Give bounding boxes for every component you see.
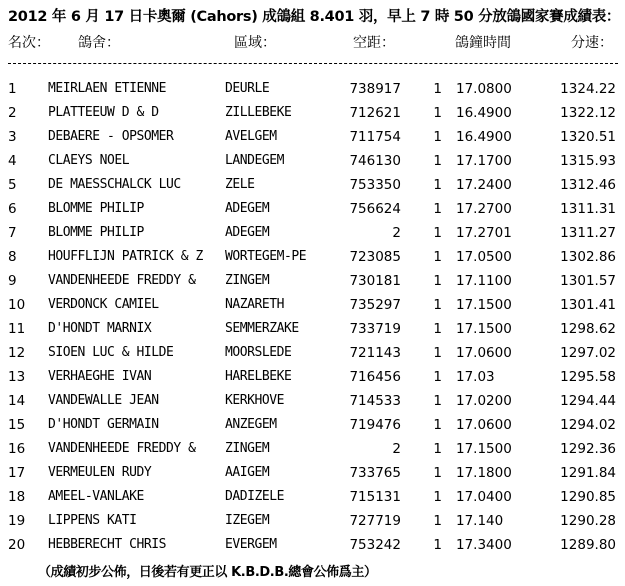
cell-count: 1 [433, 321, 442, 337]
cell-rank: 3 [8, 129, 17, 145]
cell-clock-time: 17.140 [456, 513, 504, 529]
cell-rank: 11 [8, 321, 26, 337]
cell-count: 1 [433, 225, 442, 241]
table-row [0, 486, 625, 510]
table-header [0, 32, 625, 52]
cell-distance: 733765 [349, 465, 401, 481]
cell-distance: 753242 [349, 537, 401, 553]
cell-rank: 9 [8, 273, 17, 289]
cell-loft-name: VERDONCK CAMIEL [48, 297, 159, 312]
table-row [0, 390, 625, 414]
table-row [0, 318, 625, 342]
cell-count: 1 [433, 129, 442, 145]
cell-loft-name: AMEEL-VANLAKE [48, 489, 144, 504]
table-row [0, 222, 625, 246]
cell-count: 1 [433, 537, 442, 553]
table-row [0, 126, 625, 150]
cell-rank: 19 [8, 513, 26, 529]
table-row [0, 102, 625, 126]
cell-rank: 1 [8, 81, 17, 97]
cell-count: 1 [433, 249, 442, 265]
cell-location: EVERGEM [225, 537, 277, 552]
table-row [0, 78, 625, 102]
cell-loft-name: D'HONDT MARNIX [48, 321, 152, 336]
cell-location: ZINGEM [225, 273, 270, 288]
cell-rank: 4 [8, 153, 17, 169]
cell-speed: 1302.86 [560, 249, 616, 265]
cell-speed: 1291.84 [560, 465, 616, 481]
cell-speed: 1295.58 [560, 369, 616, 385]
header-rank: 名次： [8, 35, 50, 51]
cell-distance: 738917 [349, 81, 401, 97]
cell-count: 1 [433, 297, 442, 313]
cell-speed: 1289.80 [560, 537, 616, 553]
table-row [0, 462, 625, 486]
cell-clock-time: 17.2701 [456, 225, 512, 241]
cell-loft-name: VANDEWALLE JEAN [48, 393, 159, 408]
cell-clock-time: 17.0600 [456, 417, 512, 433]
cell-loft-name: LIPPENS KATI [48, 513, 137, 528]
cell-distance: 733719 [349, 321, 401, 337]
cell-loft-name: VERMEULEN RUDY [48, 465, 152, 480]
cell-speed: 1312.46 [560, 177, 616, 193]
cell-count: 1 [433, 441, 442, 457]
cell-distance: 719476 [349, 417, 401, 433]
cell-location: DADIZELE [225, 489, 285, 504]
cell-count: 1 [433, 513, 442, 529]
cell-loft-name: BLOMME PHILIP [48, 225, 144, 240]
cell-location: ZINGEM [225, 441, 270, 456]
cell-speed: 1301.41 [560, 297, 616, 313]
cell-speed: 1290.85 [560, 489, 616, 505]
cell-location: HARELBEKE [225, 369, 292, 384]
results-table [0, 78, 625, 558]
page-title: 2012 年 6 月 17 日卡奧爾 (Cahors) 成鴿組 8.401 羽，早上 7 時 50 分放鴿國家賽成績表： [8, 9, 621, 25]
cell-clock-time: 17.1500 [456, 321, 512, 337]
table-row [0, 198, 625, 222]
cell-distance: 712621 [349, 105, 401, 121]
cell-distance: 730181 [349, 273, 401, 289]
cell-distance: 721143 [349, 345, 401, 361]
table-row [0, 534, 625, 558]
table-row [0, 366, 625, 390]
cell-clock-time: 17.2700 [456, 201, 512, 217]
cell-count: 1 [433, 273, 442, 289]
cell-speed: 1294.44 [560, 393, 616, 409]
cell-clock-time: 17.1500 [456, 441, 512, 457]
cell-clock-time: 17.0500 [456, 249, 512, 265]
cell-clock-time: 17.1800 [456, 465, 512, 481]
cell-speed: 1311.27 [560, 225, 616, 241]
header-distance: 空距： [353, 35, 395, 51]
cell-clock-time: 16.4900 [456, 105, 512, 121]
cell-speed: 1290.28 [560, 513, 616, 529]
cell-speed: 1315.93 [560, 153, 616, 169]
cell-location: ADEGEM [225, 225, 270, 240]
table-row [0, 174, 625, 198]
cell-count: 1 [433, 417, 442, 433]
cell-count: 1 [433, 105, 442, 121]
cell-clock-time: 17.3400 [456, 537, 512, 553]
cell-count: 1 [433, 465, 442, 481]
cell-clock-time: 17.03 [456, 369, 495, 385]
cell-clock-time: 17.2400 [456, 177, 512, 193]
cell-distance: 2 [392, 225, 401, 241]
header-location: 區域： [234, 35, 276, 51]
cell-rank: 18 [8, 489, 26, 505]
cell-loft-name: CLAEYS NOEL [48, 153, 130, 168]
cell-speed: 1298.62 [560, 321, 616, 337]
cell-count: 1 [433, 393, 442, 409]
cell-loft-name: VANDENHEEDE FREDDY & [48, 441, 196, 456]
cell-speed: 1324.22 [560, 81, 616, 97]
table-row [0, 438, 625, 462]
cell-rank: 15 [8, 417, 26, 433]
cell-count: 1 [433, 153, 442, 169]
footer-note: （成績初步公佈，日後若有更正以 K.B.D.B.總會公佈爲主） [38, 565, 377, 580]
table-row [0, 342, 625, 366]
cell-distance: 716456 [349, 369, 401, 385]
cell-distance: 2 [392, 441, 401, 457]
table-row [0, 246, 625, 270]
cell-clock-time: 17.1700 [456, 153, 512, 169]
cell-clock-time: 17.0200 [456, 393, 512, 409]
cell-location: AVELGEM [225, 129, 277, 144]
table-row [0, 150, 625, 174]
cell-location: LANDEGEM [225, 153, 285, 168]
cell-distance: 723085 [349, 249, 401, 265]
cell-rank: 14 [8, 393, 26, 409]
cell-clock-time: 17.1100 [456, 273, 512, 289]
cell-rank: 17 [8, 465, 26, 481]
cell-location: DEURLE [225, 81, 270, 96]
cell-distance: 727719 [349, 513, 401, 529]
header-name: 鴿舍： [78, 35, 120, 51]
cell-clock-time: 17.0600 [456, 345, 512, 361]
cell-location: SEMMERZAKE [225, 321, 299, 336]
cell-distance: 735297 [349, 297, 401, 313]
cell-rank: 16 [8, 441, 26, 457]
cell-speed: 1320.51 [560, 129, 616, 145]
cell-loft-name: DEBAERE - OPSOMER [48, 129, 174, 144]
cell-distance: 756624 [349, 201, 401, 217]
cell-speed: 1292.36 [560, 441, 616, 457]
cell-distance: 711754 [349, 129, 401, 145]
table-row [0, 414, 625, 438]
cell-location: NAZARETH [225, 297, 285, 312]
cell-loft-name: VANDENHEEDE FREDDY & [48, 273, 196, 288]
cell-count: 1 [433, 345, 442, 361]
cell-location: WORTEGEM-PE [225, 249, 307, 264]
cell-clock-time: 17.1500 [456, 297, 512, 313]
cell-speed: 1301.57 [560, 273, 616, 289]
cell-rank: 8 [8, 249, 17, 265]
cell-speed: 1311.31 [560, 201, 616, 217]
cell-distance: 746130 [349, 153, 401, 169]
header-speed: 分速： [571, 35, 613, 51]
cell-loft-name: SIOEN LUC & HILDE [48, 345, 174, 360]
cell-count: 1 [433, 201, 442, 217]
cell-rank: 6 [8, 201, 17, 217]
cell-count: 1 [433, 369, 442, 385]
cell-location: ANZEGEM [225, 417, 277, 432]
cell-distance: 714533 [349, 393, 401, 409]
cell-loft-name: MEIRLAEN ETIENNE [48, 81, 167, 96]
cell-rank: 7 [8, 225, 17, 241]
cell-location: AAIGEM [225, 465, 270, 480]
table-row [0, 270, 625, 294]
table-row [0, 510, 625, 534]
cell-rank: 13 [8, 369, 26, 385]
cell-location: MOORSLEDE [225, 345, 292, 360]
cell-loft-name: BLOMME PHILIP [48, 201, 144, 216]
cell-loft-name: HEBBERECHT CHRIS [48, 537, 167, 552]
cell-rank: 2 [8, 105, 17, 121]
cell-location: KERKHOVE [225, 393, 285, 408]
cell-rank: 12 [8, 345, 26, 361]
cell-distance: 753350 [349, 177, 401, 193]
cell-loft-name: HOUFFLIJN PATRICK & Z [48, 249, 203, 264]
cell-clock-time: 16.4900 [456, 129, 512, 145]
cell-location: IZEGEM [225, 513, 270, 528]
cell-rank: 5 [8, 177, 17, 193]
cell-clock-time: 17.0800 [456, 81, 512, 97]
cell-loft-name: DE MAESSCHALCK LUC [48, 177, 181, 192]
cell-loft-name: PLATTEEUW D & D [48, 105, 159, 120]
cell-count: 1 [433, 177, 442, 193]
cell-speed: 1297.02 [560, 345, 616, 361]
cell-count: 1 [433, 489, 442, 505]
cell-loft-name: VERHAEGHE IVAN [48, 369, 152, 384]
cell-location: ZELE [225, 177, 255, 192]
table-row [0, 294, 625, 318]
cell-rank: 10 [8, 297, 26, 313]
cell-distance: 715131 [349, 489, 401, 505]
cell-speed: 1294.02 [560, 417, 616, 433]
cell-count: 1 [433, 81, 442, 97]
cell-location: ADEGEM [225, 201, 270, 216]
cell-location: ZILLEBEKE [225, 105, 292, 120]
cell-speed: 1322.12 [560, 105, 616, 121]
cell-loft-name: D'HONDT GERMAIN [48, 417, 159, 432]
dashed-divider [8, 63, 618, 64]
cell-rank: 20 [8, 537, 26, 553]
cell-clock-time: 17.0400 [456, 489, 512, 505]
header-time: 鴿鐘時間 [455, 35, 511, 51]
